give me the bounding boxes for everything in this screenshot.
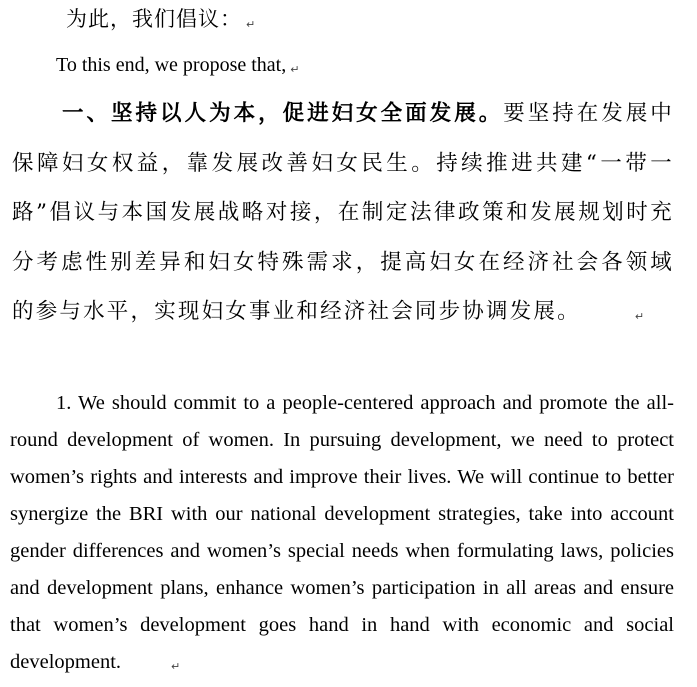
chinese-point-1-heading: 一、坚持以人为本，促进妇女全面发展。 [62,101,504,126]
english-intro-paragraph [56,50,299,85]
chinese-intro-paragraph [66,4,255,40]
paragraph-mark-icon: ↵ [246,18,256,31]
english-point-1-paragraph [10,385,674,685]
paragraph-mark-icon: ↵ [171,660,181,673]
paragraph-mark-icon: ↵ [290,63,300,76]
english-point-1-text: 1. We should commit to a people-centered approach and promote the all-round development of women. In pursuing development, we need to protect women’s rights and interests and improve their lives. We will continue to better synergize the BRI with our national development strategies, take into account gender differences and women’s special needs when formulating laws, policies and development plans, enhance women’s participation in all areas and ensure that women’s development goes hand in hand with economic and social development. [10,392,674,673]
chinese-point-1-paragraph [12,89,674,342]
paragraph-mark-icon: ↵ [634,310,645,323]
english-intro-text: To this end, we propose that, [56,54,287,76]
chinese-point-1-body: 要坚持在发展中保障妇女权益，靠发展改善妇女民生。持续推进共建“一带一路”倡议与本国发展战略对接，在制定法律政策和发展规划时充分考虑性别差异和妇女特殊需求，提高妇女在经济社会各领域的参与水平，实现妇女事业和经济社会同步协调发展。 [12,101,674,324]
chinese-intro-text: 为此，我们倡议： [66,7,242,31]
